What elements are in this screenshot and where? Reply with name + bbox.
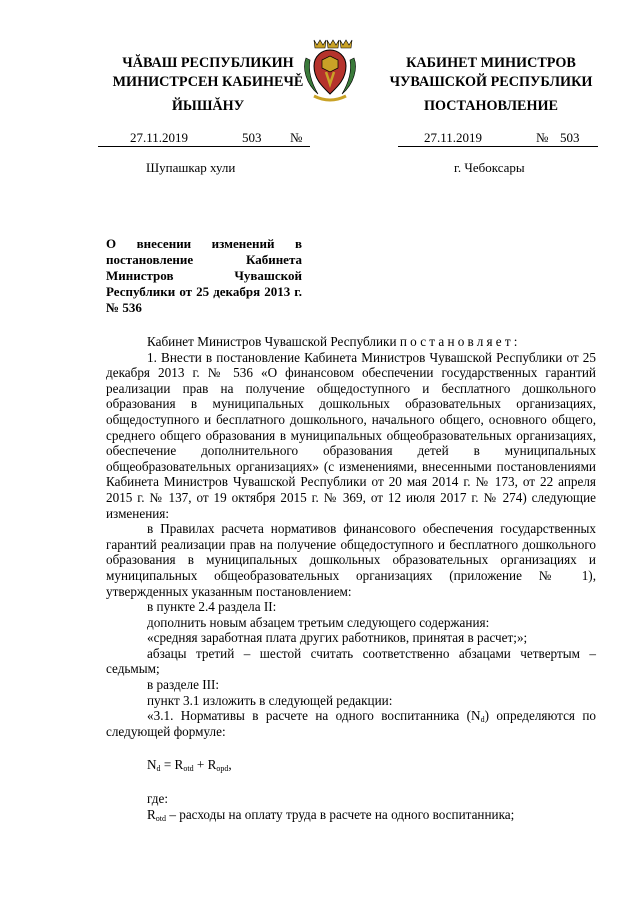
header-left-line2: МИНИСТРСЕН КАБИНЕЧĚ xyxy=(112,74,304,90)
formula-n: N xyxy=(147,757,157,773)
paragraph-2: в Правилах расчета нормативов финансового обеспечения государственных гарантий реализации прав на получение общедоступного и бесплатного дошкольного образования в муниципальных дошкольных образовательных организациях и муниципальных общеобразовательных организациях (приложение № 1), утвержденных указанным постановлением: xyxy=(106,521,596,599)
formula-plus: + R xyxy=(193,757,217,773)
left-city: Шупашкар хули xyxy=(146,160,236,175)
definition-r xyxy=(147,807,596,823)
emblem-icon xyxy=(300,36,360,104)
formula-end: , xyxy=(228,757,232,773)
formula-r2-sub: opd xyxy=(216,764,229,774)
line-4: в разделе III: xyxy=(147,677,220,693)
spacer xyxy=(106,739,596,757)
right-number-sign: № xyxy=(536,130,549,145)
header-left-block xyxy=(98,54,318,92)
paragraph-4 xyxy=(106,708,596,739)
definition-r-sub: otd xyxy=(155,813,167,823)
spacer xyxy=(106,773,596,791)
paragraph-4-part-a: «3.1. Нормативы в расчете на одного воспитанника (N xyxy=(147,708,481,724)
header-right-line2: ЧУВАШСКОЙ РЕСПУБЛИКИ xyxy=(389,74,593,90)
formula-n-sub: d xyxy=(156,764,161,774)
right-date-underline xyxy=(398,146,598,147)
document-body xyxy=(106,334,596,822)
line-2: дополнить новым абзацем третьим следующего содержания: xyxy=(147,614,490,630)
intro-main: Кабинет Министров Чувашской Республики xyxy=(147,334,400,349)
header-right-block xyxy=(378,54,604,92)
header-left-line1: ЧĂВАШ РЕСПУБЛИКИН xyxy=(122,55,294,71)
left-number-sign: № xyxy=(290,130,303,145)
left-number: 503 xyxy=(242,130,262,145)
header-right-line1: КАБИНЕТ МИНИСТРОВ xyxy=(406,55,576,71)
left-date: 27.11.2019 xyxy=(130,130,189,145)
right-city: г. Чебоксары xyxy=(454,160,525,175)
intro-paragraph xyxy=(106,334,596,350)
header-right-doc-type: ПОСТАНОВЛЕНИЕ xyxy=(423,98,559,114)
line-5: пункт 3.1 изложить в следующей редакции: xyxy=(147,692,393,708)
definition-r-text: – расходы на оплату труда в расчете на одного воспитанника; xyxy=(166,806,515,822)
left-date-underline xyxy=(98,146,310,147)
right-date: 27.11.2019 xyxy=(424,130,483,145)
paragraph-3: абзацы третий – шестой считать соответственно абзацами четвертым – седьмым; xyxy=(106,645,596,677)
formula-r1-sub: otd xyxy=(183,764,194,774)
formula-eq: = R xyxy=(160,757,184,773)
paragraph-4-sub: d xyxy=(480,715,485,725)
paragraph-4-part-b: ) определяются по следующей формуле: xyxy=(106,708,596,739)
definition-r-symbol: R xyxy=(147,806,156,822)
intro-spaced: постановляет: xyxy=(399,334,521,349)
header-left-doc-type: ЙЫШĂНУ xyxy=(171,98,245,114)
line-3: «средняя заработная плата других работников, принятая в расчет;»; xyxy=(147,630,528,646)
line-1: в пункте 2.4 раздела II: xyxy=(147,599,277,615)
paragraph-1: 1. Внести в постановление Кабинета Министров Чувашской Республики от 25 декабря 2013 г. № 536 «О финансовом обеспечении государственных гарантий реализации прав на получение общедоступного и бесплатного дошкольного образования в муниципальных дошкольных образовательных организациях, общедоступного и бесплатного дошкольного, начального общего, основного общего, среднего общего образования в муниципальных общеобразовательных организациях, обеспечение дополнительного образования детей в муниципальных общеобразовательных организациях» (с изменениями, внесенными постановлениями Кабинета Министров Чувашской Республики от 20 мая 2014 г. № 173, от 22 апреля 2015 г. № 137, от 19 октября 2015 г. № 369, от 12 июля 2017 г. № 274) следующие изменения: xyxy=(106,349,596,521)
right-number: 503 xyxy=(560,130,580,145)
formula xyxy=(147,757,596,773)
document-title: О внесении изменений в постановление Кабинета Министров Чувашской Республики от 25 декабря 2013 г. № 536 xyxy=(106,236,302,315)
where-label: где: xyxy=(147,791,168,807)
